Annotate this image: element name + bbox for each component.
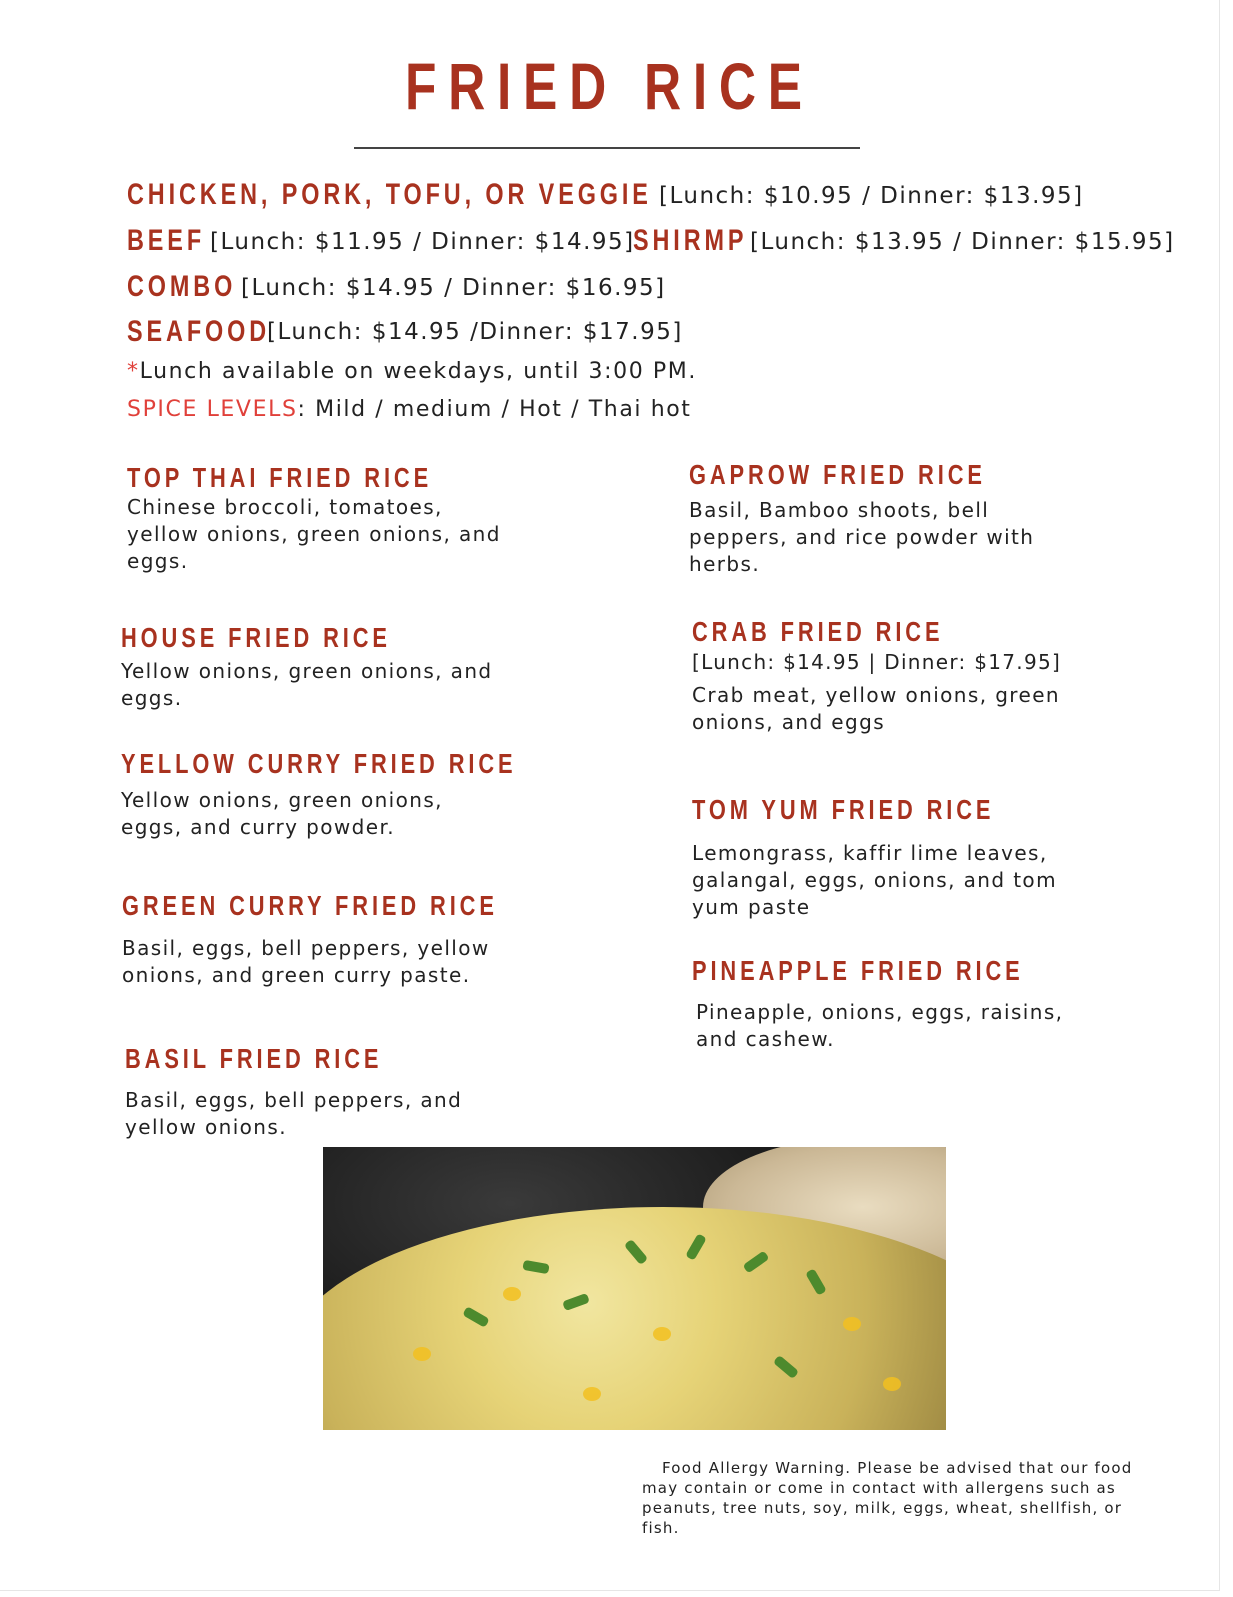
menu-item-crab xyxy=(692,616,1061,736)
menu-item-description: Crab meat, yellow onions, green onions, and eggs xyxy=(692,683,1060,734)
lunch-note-star: * xyxy=(127,359,140,384)
protein-name: BEEF xyxy=(127,224,206,257)
menu-item-name: TOM YUM FRIED RICE xyxy=(692,794,995,825)
menu-item-gaprow xyxy=(689,459,1070,578)
menu-item-description: Yellow onions, green onions, eggs, and curry powder. xyxy=(121,788,443,839)
allergy-warning xyxy=(642,1458,1152,1538)
menu-item-house xyxy=(121,622,493,712)
menu-item-green-curry xyxy=(122,890,604,989)
lunch-note-text: Lunch available on weekdays, until 3:00 PM. xyxy=(139,359,697,384)
protein-name: SEAFOOD xyxy=(127,315,271,348)
menu-item-description: Lemongrass, kaffir lime leaves, galangal, eggs, onions, and tom yum paste xyxy=(692,841,1057,919)
spice-levels-label: SPICE LEVELS xyxy=(127,397,298,422)
menu-item-description: Chinese broccoli, tomatoes, yellow onions, green onions, and eggs. xyxy=(127,495,501,573)
menu-item-name: PINEAPPLE FRIED RICE xyxy=(692,955,1024,986)
menu-item-pineapple xyxy=(692,955,1117,1053)
menu-item-basil xyxy=(125,1043,462,1141)
protein-name: COMBO xyxy=(127,270,237,303)
menu-item-name: TOP THAI FRIED RICE xyxy=(127,462,433,493)
protein-price: [Lunch: $14.95 / Dinner: $16.95] xyxy=(241,275,666,301)
protein-price: [Lunch: $14.95 /Dinner: $17.95] xyxy=(267,319,683,345)
menu-item-description: Basil, Bamboo shoots, bell peppers, and rice powder with herbs. xyxy=(689,498,1035,576)
page-title: FRIED RICE xyxy=(405,49,814,123)
menu-item-description: Yellow onions, green onions, and eggs. xyxy=(121,659,493,710)
menu-item-top-thai xyxy=(127,462,518,575)
protein-name: CHICKEN, PORK, TOFU, OR VEGGIE xyxy=(127,178,652,211)
menu-item-name: HOUSE FRIED RICE xyxy=(121,622,391,653)
menu-item-description: Basil, eggs, bell peppers, yellow onions, and green curry paste. xyxy=(122,936,490,987)
lunch-note xyxy=(127,359,697,384)
menu-item-yellow-curry xyxy=(121,748,628,841)
menu-item-name: GAPROW FRIED RICE xyxy=(689,459,986,490)
allergy-warning-text: Food Allergy Warning. Please be advised that our food may contain or come in contact with allergens such as peanuts, tree nuts, soy, milk, eggs, wheat, shellfish, or fish. xyxy=(642,1459,1133,1537)
menu-item-name: GREEN CURRY FRIED RICE xyxy=(122,890,498,921)
menu-item-name: CRAB FRIED RICE xyxy=(692,616,944,647)
fried-rice-photo xyxy=(323,1147,946,1430)
menu-item-description: Basil, eggs, bell peppers, and yellow onions. xyxy=(125,1088,463,1139)
protein-price: [Lunch: $10.95 / Dinner: $13.95] xyxy=(659,183,1084,209)
spice-levels-values: : Mild / medium / Hot / Thai hot xyxy=(297,397,692,422)
menu-item-tom-yum xyxy=(692,794,1080,921)
menu-item-name: YELLOW CURRY FRIED RICE xyxy=(121,748,517,779)
protein-price: [Lunch: $13.95 / Dinner: $15.95] xyxy=(750,229,1175,255)
menu-item-description: Pineapple, onions, eggs, raisins, and cashew. xyxy=(696,1000,1064,1051)
menu-item-price: [Lunch: $14.95 | Dinner: $17.95] xyxy=(692,650,1062,674)
title-divider xyxy=(354,147,860,149)
protein-price: [Lunch: $11.95 / Dinner: $14.95] xyxy=(210,229,635,255)
spice-levels xyxy=(127,397,692,422)
protein-name: SHIRMP xyxy=(633,224,748,257)
menu-item-name: BASIL FRIED RICE xyxy=(125,1043,383,1074)
